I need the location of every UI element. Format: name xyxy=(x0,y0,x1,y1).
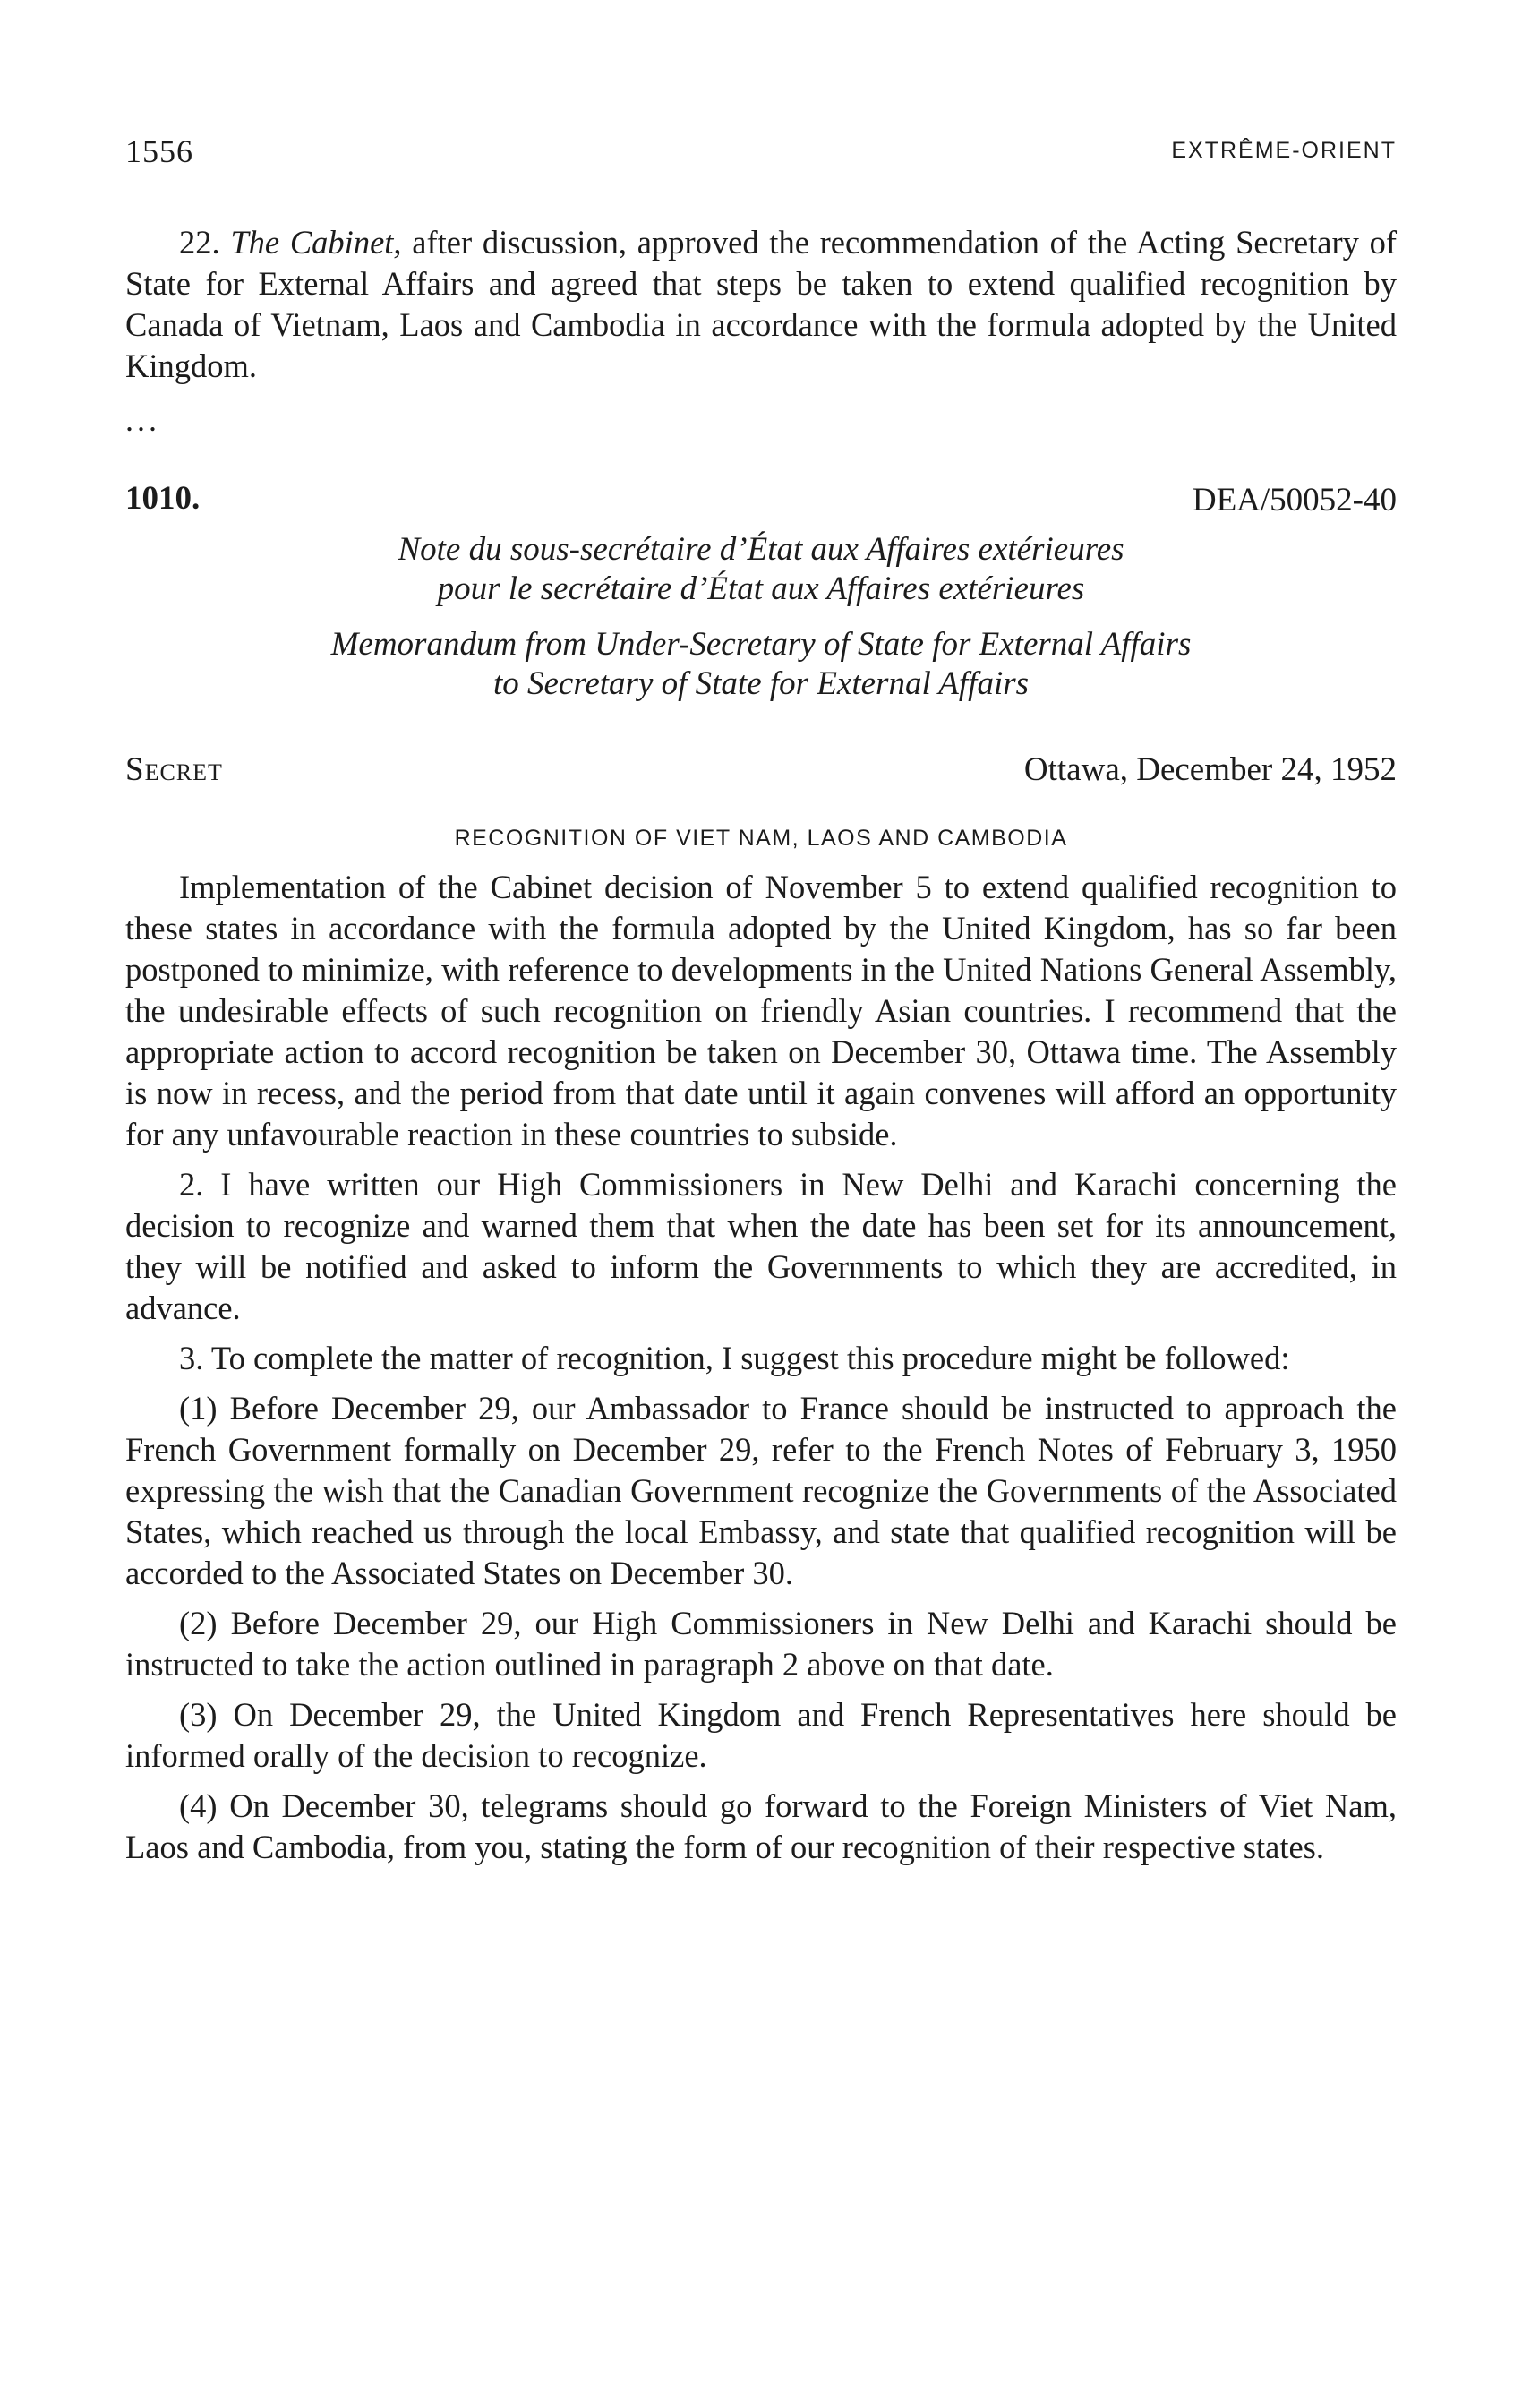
item-22-text: after discussion, approved the recommendation of the Acting Secretary of State for External Affairs and agreed that steps be taken to extend qualified recognition by Canada of Vietnam, Laos and Cambodia in accordance with the formula adopted by the United Kingdom. xyxy=(125,224,1398,384)
item-22-actor: The Cabinet, xyxy=(230,224,402,261)
english-title-line-2: to Secretary of State for External Affairs xyxy=(492,665,1030,702)
french-title-line-2: pour le secrétaire d’État aux Affaires extérieures xyxy=(437,570,1085,607)
section-title: EXTRÊME-ORIENT xyxy=(1171,138,1397,163)
memo-step-3: (3) On December 29, the United Kingdom and French Representatives here should be informed orally of the decision to recognize. xyxy=(125,1696,1397,1774)
memo-paragraph-2: 2. I have written our High Commissioners in New Delhi and Karachi concerning the decision to recognize and warned them that when the date has been set for its announcement, they will be notified and asked to inform the Governments to which they are accredited, in advance. xyxy=(125,1166,1397,1326)
document-reference: DEA/50052-40 xyxy=(1192,482,1397,518)
memo-subject: RECOGNITION OF VIET NAM, LAOS AND CAMBODIA xyxy=(454,826,1068,851)
omission-ellipsis: ... xyxy=(125,402,160,438)
memo-step-4: (4) On December 30, telegrams should go forward to the Foreign Ministers of Viet Nam, Laos and Cambodia, from you, stating the form of our recognition of their respective states. xyxy=(125,1787,1397,1865)
french-title-line-1: Note du sous-secrétaire d’État aux Affaires extérieures xyxy=(398,531,1124,568)
document-number: 1010. xyxy=(125,480,201,517)
place-and-date: Ottawa, December 24, 1952 xyxy=(1023,751,1397,788)
running-header xyxy=(125,133,1397,172)
memo-step-1: (1) Before December 29, our Ambassador to France should be instructed to approach the French Government formally on December 29, refer to the French Notes of February 3, 1950 expressing the wish that the Canadian Government recognize the Governments of the Associated States, which reached us through the local Embassy, and state that qualified recognition will be accorded to the Associated States on December 30. xyxy=(125,1390,1397,1591)
page-number: 1556 xyxy=(125,133,193,169)
memo-step-2: (2) Before December 29, our High Commissioners in New Delhi and Karachi should be instructed to take the action outlined in paragraph 2 above on that date. xyxy=(125,1605,1397,1683)
item-22-paragraph xyxy=(125,222,1397,387)
english-title xyxy=(125,625,1397,704)
english-title-line-1: Memorandum from Under-Secretary of State for External Affairs xyxy=(330,626,1192,663)
french-title xyxy=(125,530,1397,609)
document-headings xyxy=(125,530,1397,704)
memo-paragraph-3: 3. To complete the matter of recognition, I suggest this procedure might be followed: xyxy=(179,1340,1290,1376)
memo-body xyxy=(125,867,1397,1877)
document-page xyxy=(125,0,1397,2408)
memo-paragraph-1: Implementation of the Cabinet decision of November 5 to extend qualified recognition to these states in accordance with the formula adopted by the United Kingdom, has so far been postponed to minimize, with reference to developments in the United Nations General Assembly, the undesirable effects of such recognition on friendly Asian countries. I recommend that the appropriate action to accord recognition be taken on December 30, Ottawa time. The Assembly is now in recess, and the period from that date until it again convenes will afford an opportunity for any unfavourable reaction in these countries to subside. xyxy=(125,869,1397,1153)
security-classification: Secret xyxy=(125,751,223,788)
item-22-number: 22. xyxy=(179,224,220,261)
